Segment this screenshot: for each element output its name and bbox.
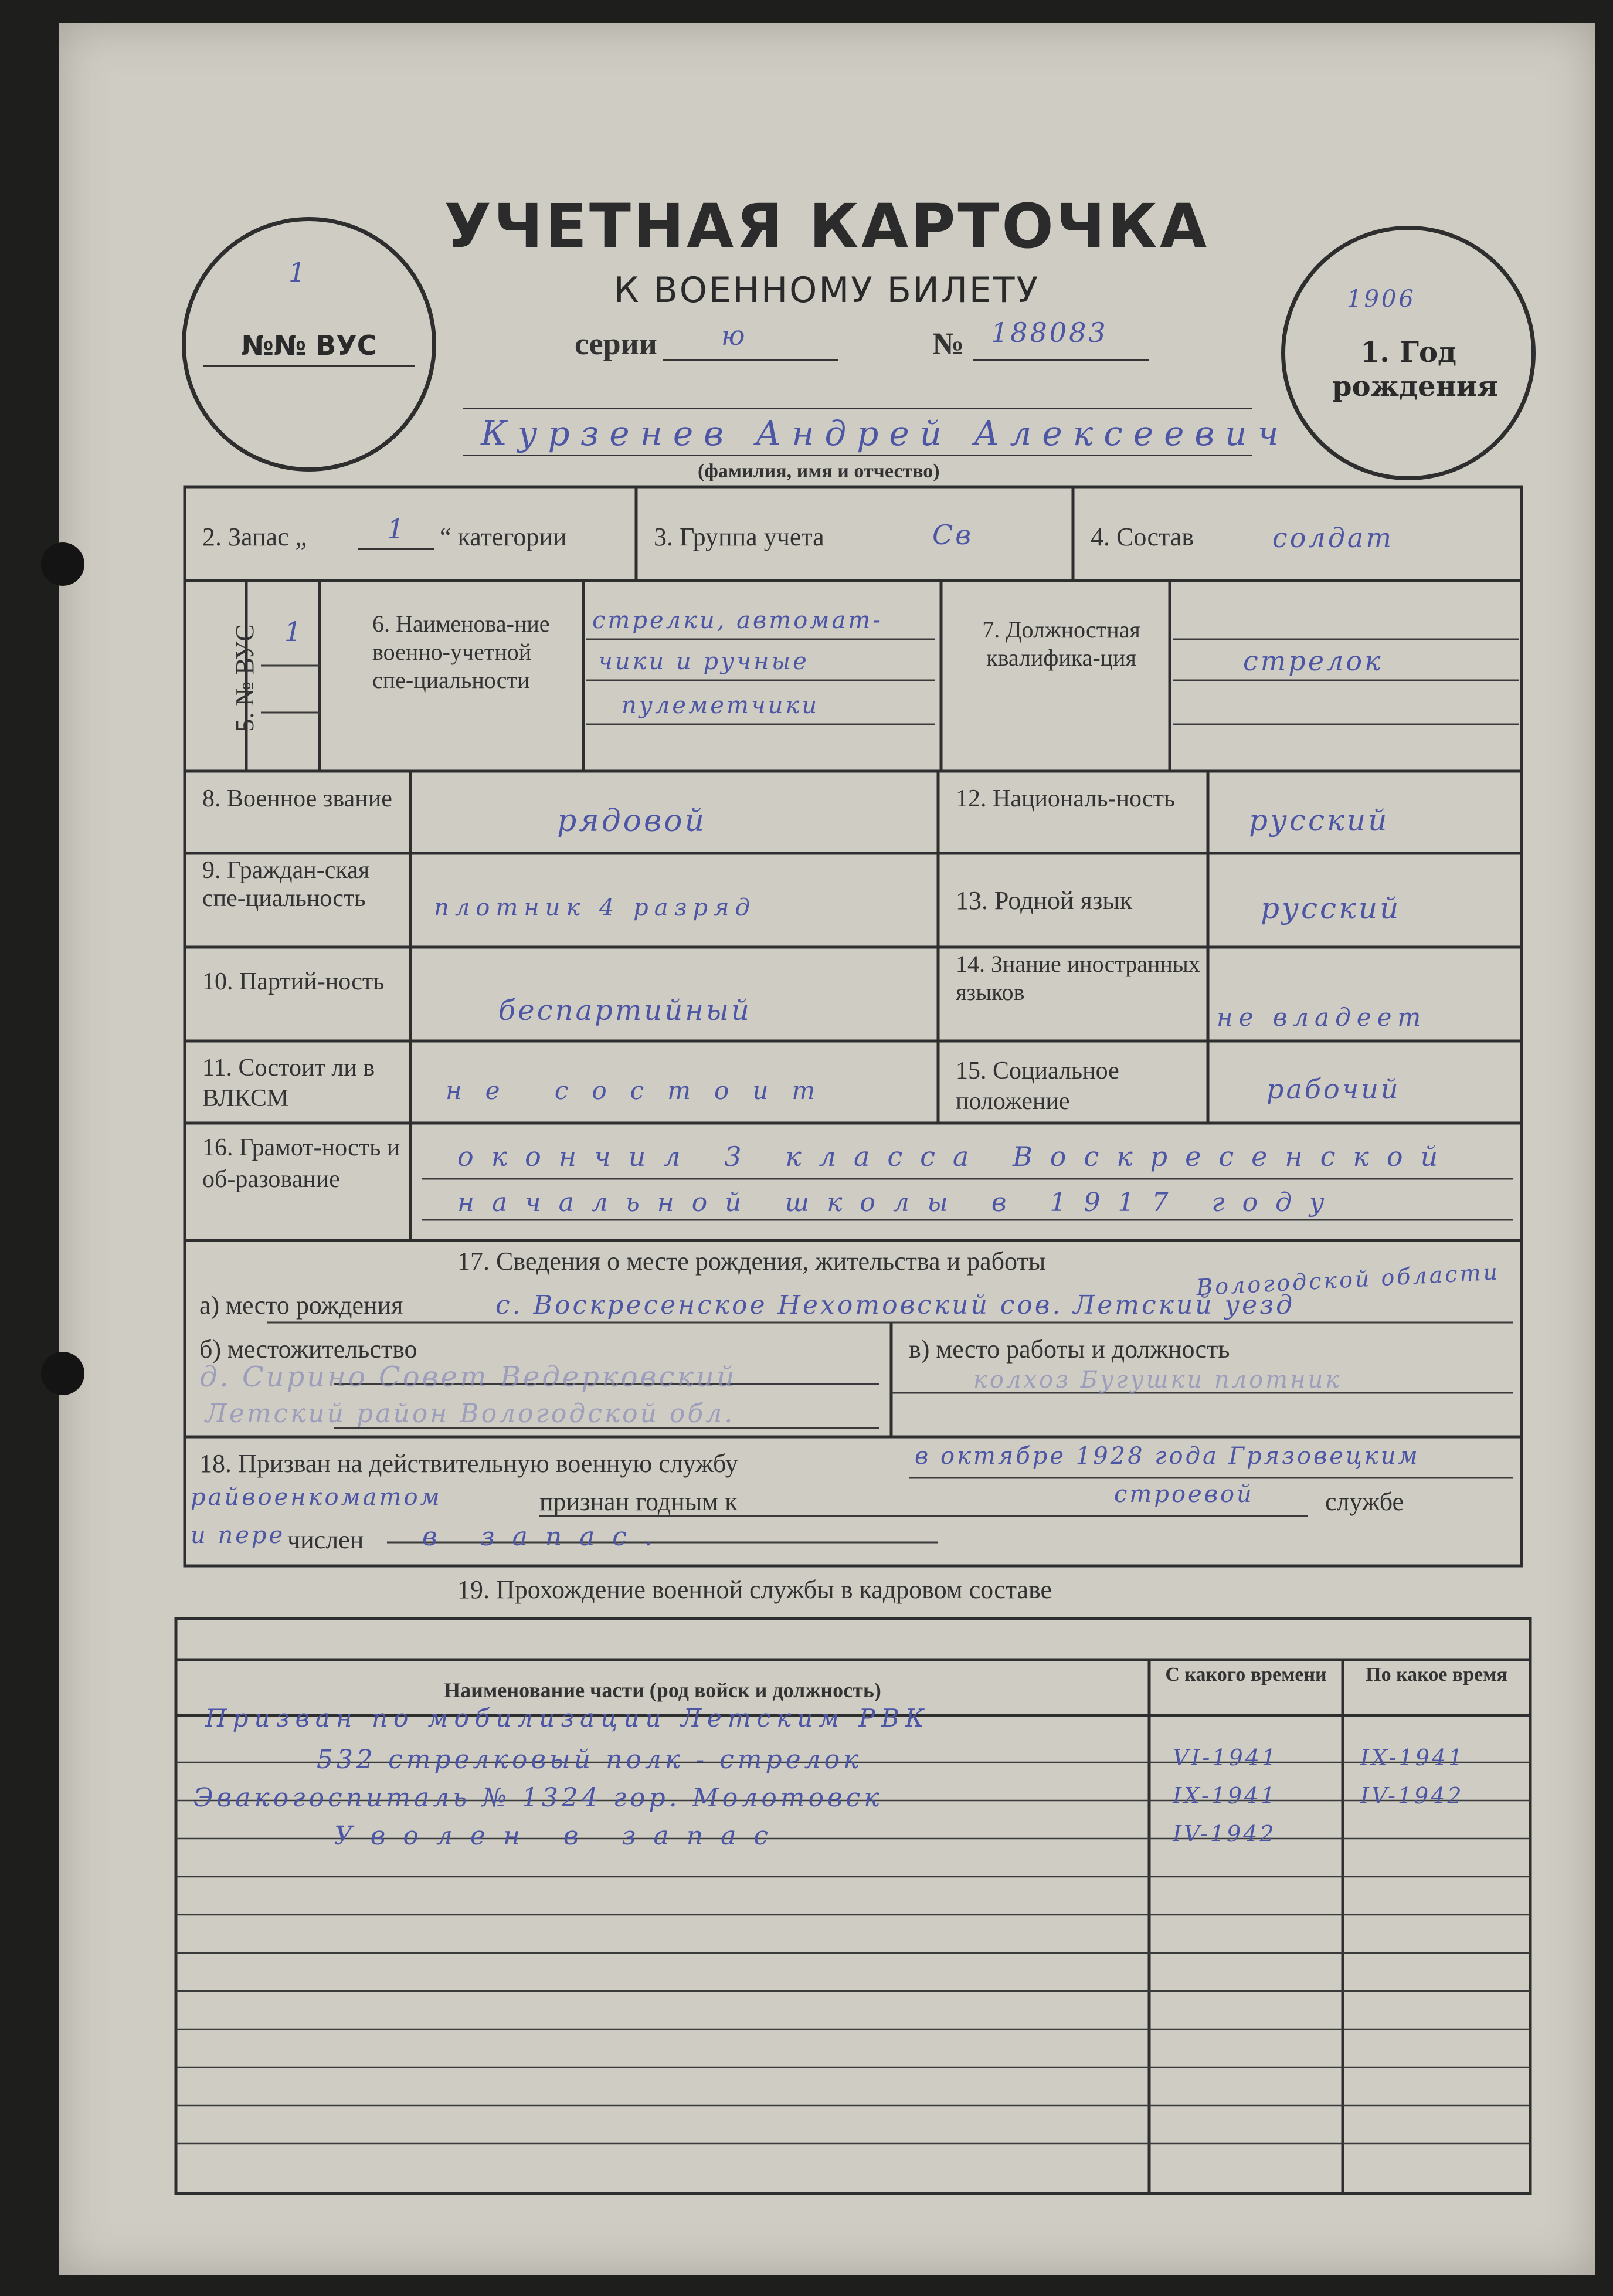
vlksm-label: 11. Состоит ли в ВЛКСМ [202, 1054, 375, 1112]
social-label: 15. Социальное положение [956, 1057, 1119, 1115]
vlksm-value: не состоит [446, 1076, 839, 1105]
table-row-4-unit: Уволен в запас [334, 1821, 786, 1851]
year-value: 1906 [1347, 286, 1416, 313]
table-row-1-unit: Призван по мобилизации Летским РВК [205, 1704, 931, 1732]
zvanie-label: 8. Военное звание [202, 785, 392, 812]
section18-value-3: в запас. [422, 1522, 671, 1552]
spec-label: 6. Наименова-ние военно-учетной спе-циальности [372, 611, 550, 693]
number-label: № [932, 326, 965, 361]
vus-side-label: 5. № ВУС [230, 624, 259, 732]
civil-value: плотник 4 разряд [434, 894, 756, 921]
dolzh-label: 7. Должностная квалифика-ция [982, 616, 1140, 671]
zapas-suffix: “ категории [440, 523, 567, 551]
record-card [59, 23, 1595, 2275]
party-value: беспартийный [498, 994, 752, 1027]
workplace-label: в) место работы и должность [909, 1335, 1230, 1364]
group-value: Св [932, 519, 973, 551]
sostav-value: солдат [1272, 522, 1394, 554]
dolzh-value: стрелок [1243, 645, 1383, 677]
residence-value-2: Летский район Вологодской обл. [205, 1399, 735, 1429]
year-label: 1. Год рождения [1332, 336, 1498, 403]
spec-line-3: пулеметчики [622, 692, 820, 719]
table-col-to: По какое время [1366, 1664, 1507, 1685]
foreign-label: 14. Знание иностранных языков [956, 951, 1200, 1005]
nats-label: 12. Националь-ность [956, 785, 1176, 812]
card-subtitle: К ВОЕННОМУ БИЛЕТУ [613, 270, 1040, 311]
section18-value-3a: и пере [191, 1522, 286, 1549]
section18-label-2: признан годным к [539, 1487, 738, 1516]
foreign-value: не владеет [1217, 1003, 1427, 1032]
edu-line-1: окончил 3 класса Воскресенской [457, 1141, 1456, 1172]
fio-value: Курзенев Андрей Алексеевич [481, 413, 1289, 453]
table-row-2-unit: 532 стрелковый полк - стрелок [317, 1745, 862, 1775]
edu-line-2: начальной школы в 1917 году [457, 1188, 1342, 1217]
table-row-3-to: IV-1942 [1360, 1783, 1464, 1809]
birthplace-value: с. Воскресенское Нехотовский сов. Летский уезд [495, 1290, 1295, 1320]
section18-value-2: строевой [1114, 1481, 1254, 1508]
vus-cell-value: 1 [284, 616, 304, 647]
card-title: УЧЕТНАЯ КАРТОЧКА [444, 191, 1210, 262]
spec-line-2: чики и ручные [598, 648, 809, 675]
sostav-label: 4. Состав [1091, 523, 1194, 551]
table-row-2-from: VI-1941 [1173, 1745, 1278, 1771]
residence-label: б) местожительство [199, 1335, 417, 1364]
spec-line-1: стрелки, автомат- [592, 607, 883, 634]
section18-value-1: в октябре 1928 года Грязовецким [915, 1443, 1420, 1470]
zapas-underline [358, 548, 434, 550]
vus-label-text: №№ ВУС [241, 330, 377, 361]
birthplace-extra: Вологодской области [1196, 1259, 1500, 1301]
social-value: рабочий [1266, 1073, 1401, 1105]
group-label: 3. Группа учета [654, 523, 824, 551]
table-row-2-to: IX-1941 [1360, 1745, 1465, 1771]
zapas-value: 1 [387, 513, 407, 545]
vus-value: 1 [288, 256, 308, 288]
lang-value: русский [1261, 891, 1401, 925]
section18-label-1: 18. Призван на действительную военную службу [199, 1449, 738, 1478]
lang-label: 13. Родной язык [956, 886, 1133, 915]
table-row-3-from: IX-1941 [1173, 1783, 1278, 1809]
nats-value: русский [1249, 803, 1390, 837]
section18-label-2b: службе [1325, 1487, 1404, 1516]
party-label: 10. Партий-ность [202, 968, 385, 995]
table-row-3-unit: Эвакогоспиталь № 1324 гор. Молотовск [193, 1783, 883, 1813]
table-col-from: С какого времени [1165, 1664, 1327, 1685]
series-label: серии [575, 326, 657, 361]
workplace-value: колхоз Бугушки плотник [973, 1366, 1342, 1393]
section18-label-3: числен [287, 1525, 364, 1554]
section17-title: 17. Сведения о месте рождения, жительства и работы [457, 1247, 1046, 1276]
residence-value-1: д. Сирино Совет Ведерковский [199, 1361, 737, 1393]
fio-caption: (фамилия, имя и отчество) [698, 460, 940, 482]
number-value: 188083 [991, 317, 1108, 348]
edu-label: 16. Грамот-ность и об-разование [202, 1134, 400, 1193]
series-value: ю [721, 320, 748, 351]
zapas-label: 2. Запас „ [202, 523, 307, 551]
table-row-4-from: IV-1942 [1173, 1821, 1276, 1847]
section18-value-1b: райвоенкоматом [191, 1484, 442, 1511]
section19-title: 19. Прохождение военной службы в кадровом составе [457, 1575, 1052, 1604]
birthplace-label: а) место рождения [199, 1291, 403, 1320]
zvanie-value: рядовой [557, 803, 707, 839]
civil-label: 9. Граждан-ская спе-циальность [202, 857, 370, 912]
table-col-unit: Наименование части (род войск и должность) [444, 1678, 881, 1702]
